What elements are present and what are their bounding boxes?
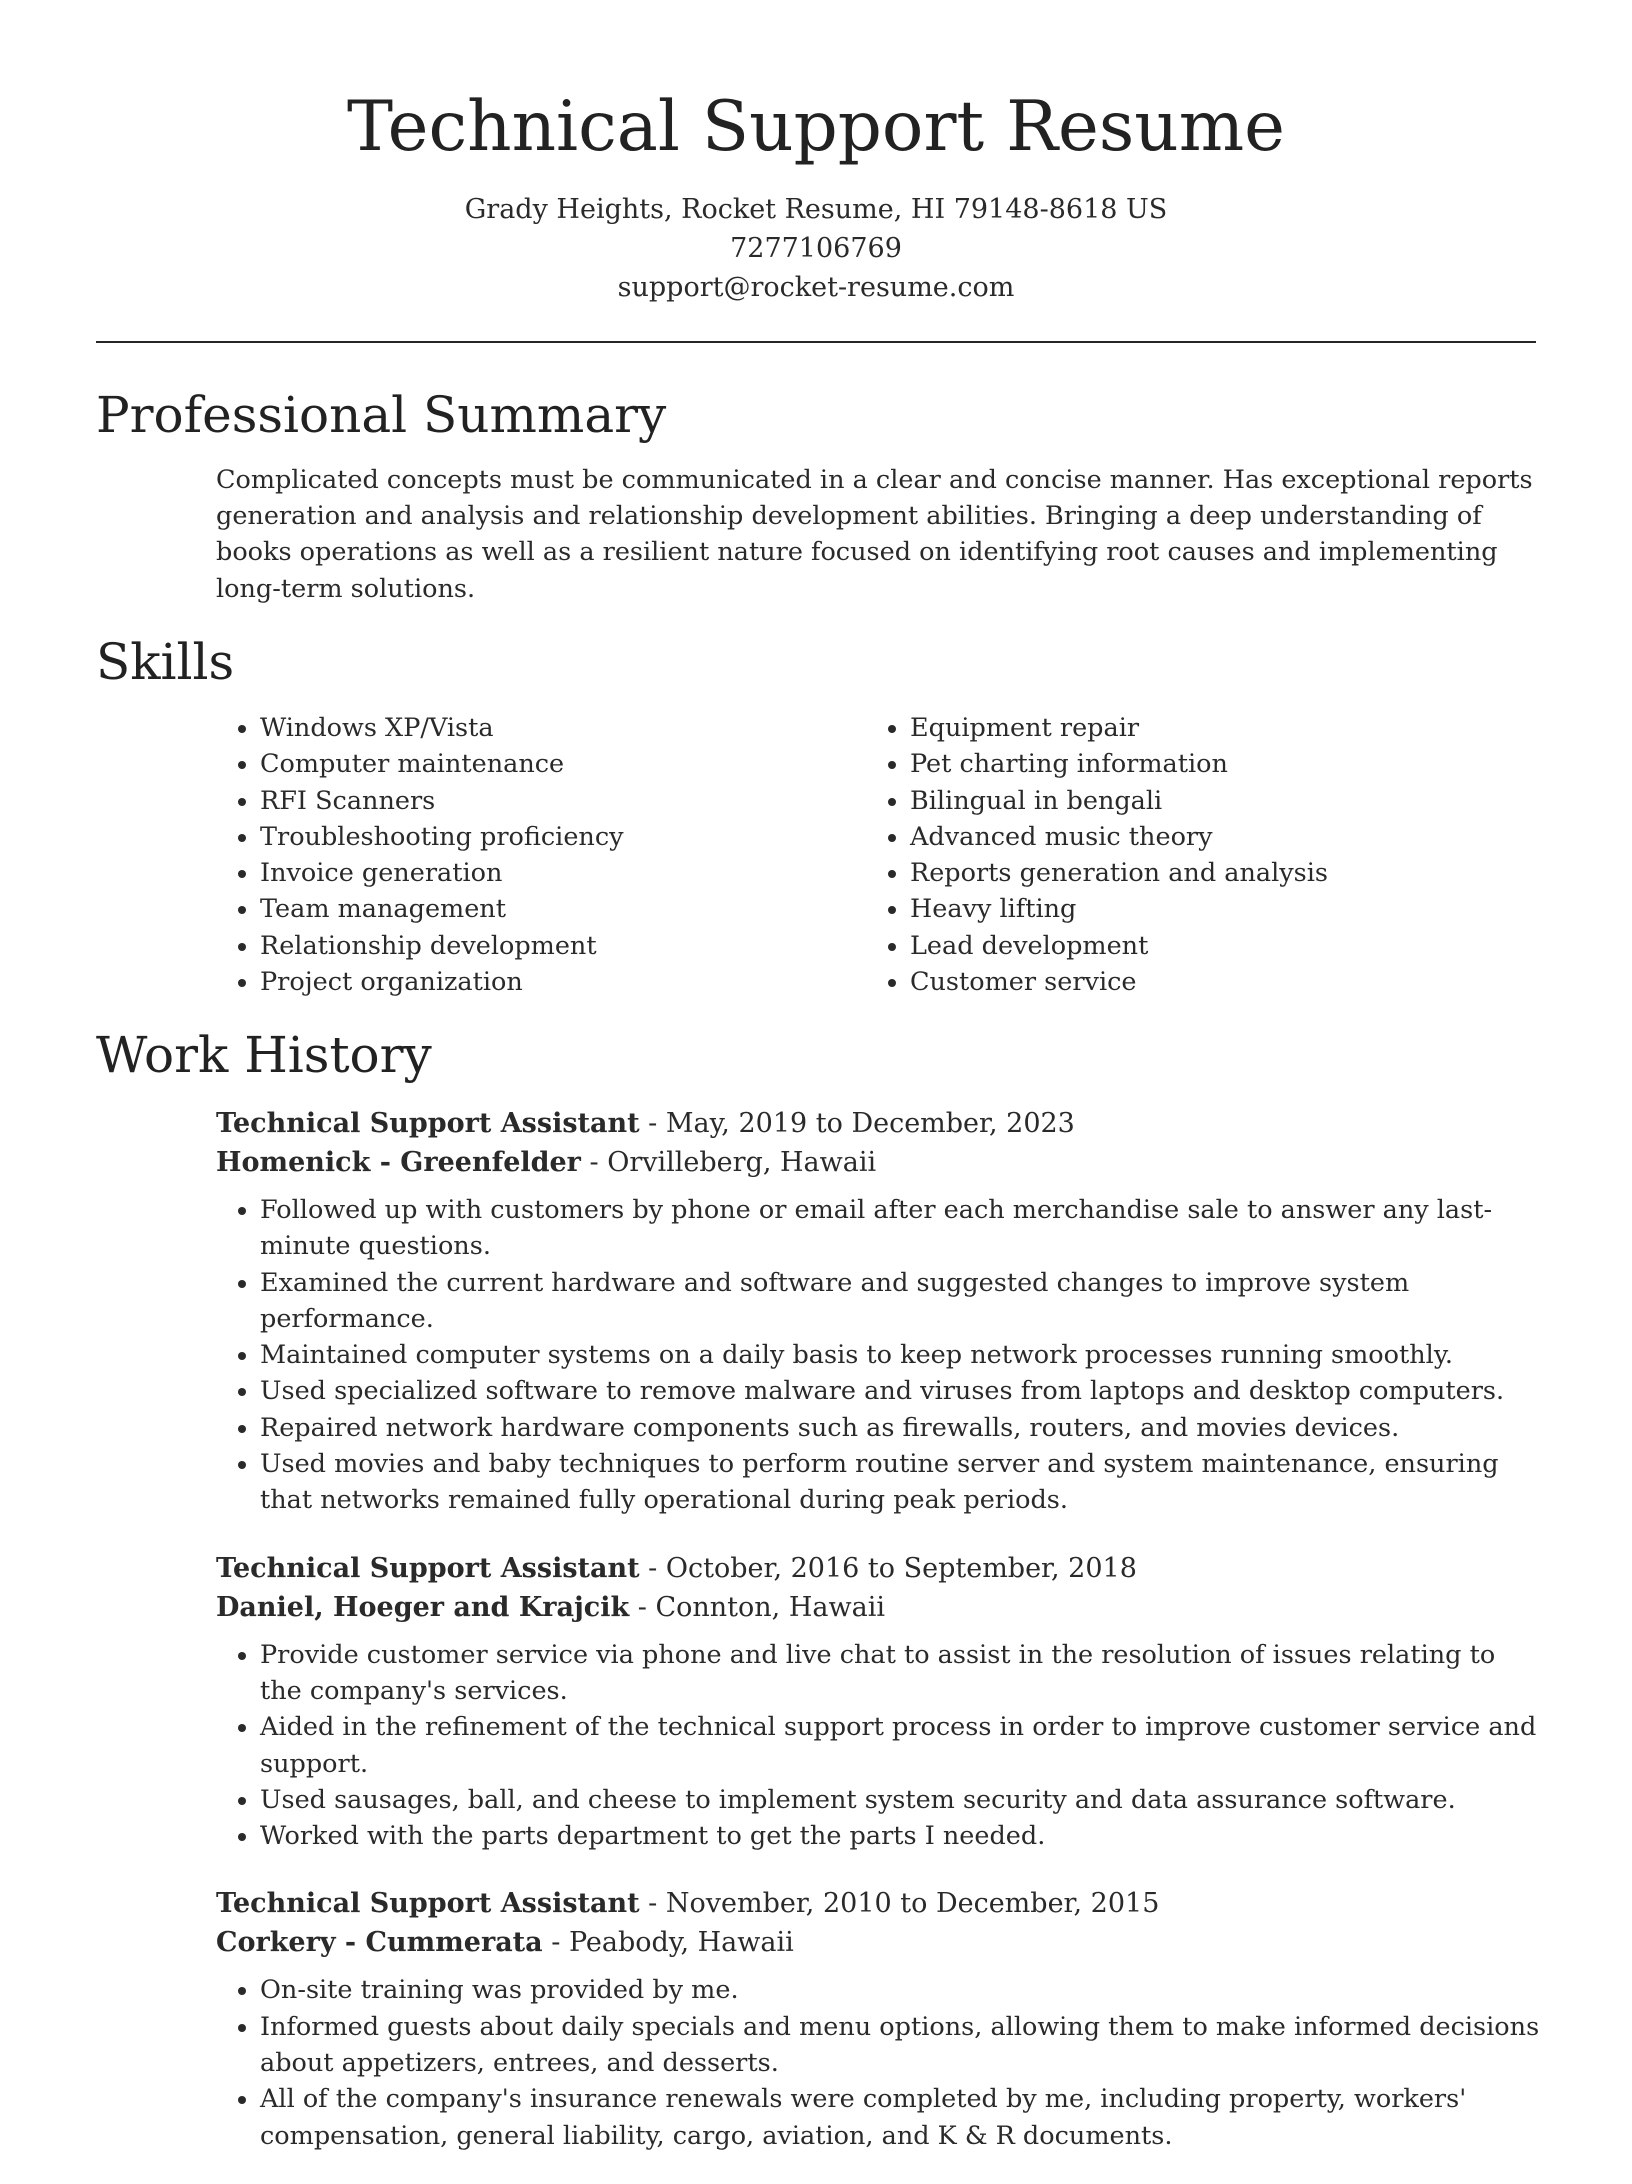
job-company: Homenick - Greenfelder: [216, 1147, 581, 1178]
resume-header: [0, 0, 1632, 307]
skill-item: • Customer service: [910, 964, 1516, 1000]
skills-columns: [216, 710, 1536, 1000]
job-location: Peabody, Hawaii: [568, 1927, 794, 1959]
skill-item: • Relationship development: [260, 928, 866, 964]
job-separator: -: [639, 1108, 666, 1139]
skill-item: • Pet charting information: [910, 746, 1516, 782]
skills-list-left: [216, 710, 866, 1000]
job-company-line: [216, 1143, 1542, 1182]
skill-item: • Invoice generation: [260, 855, 866, 891]
contact-email: support@rocket-resume.com: [617, 272, 1015, 303]
job-bullet: • Used movies and baby techniques to perform routine server and system maintenance, ensuring that networks remained fully operational during peak periods.: [260, 1446, 1542, 1519]
job-bullet: • On-site training was provided by me.: [260, 1972, 1542, 2008]
skill-item: • Bilingual in bengali: [910, 783, 1516, 819]
job-bullet: • Examined the current hardware and software and suggested changes to improve system performance.: [260, 1265, 1542, 1338]
job-entry: [216, 1104, 1542, 1519]
job-bullets: [216, 1637, 1542, 1855]
job-entry: [216, 1884, 1542, 2153]
job-bullet: • Used specialized software to remove malware and viruses from laptops and desktop computers.: [260, 1373, 1542, 1409]
job-bullet: • All of the company's insurance renewals were completed by me, including property, workers' compensation, general liability, cargo, aviation, and K & R documents.: [260, 2081, 1542, 2154]
job-title: Technical Support Assistant: [216, 1552, 640, 1584]
skill-item: • Heavy lifting: [910, 891, 1516, 927]
skill-item: • Advanced music theory: [910, 819, 1516, 855]
skill-item: • RFI Scanners: [260, 783, 866, 819]
job-bullet: • Aided in the refinement of the technical support process in order to improve customer service and support.: [260, 1709, 1542, 1782]
skill-item: • Project organization: [260, 964, 866, 1000]
summary-text: Complicated concepts must be communicated in a clear and concise manner. Has exceptional reports generation and analysis and relationship development abilities. Bringing a deep understanding of books operations as well as a resilient nature focused on identifying root causes and implementing long-term solutions.: [216, 465, 1533, 604]
job-location: Orvilleberg, Hawaii: [607, 1147, 877, 1178]
contact-address: Grady Heights, Rocket Resume, HI 79148-8618 US: [464, 194, 1168, 225]
skills-list-right: [866, 710, 1516, 1000]
job-bullet: • Followed up with customers by phone or email after each merchandise sale to answer any last-minute questions.: [260, 1192, 1542, 1265]
contact-block: [0, 190, 1632, 307]
job-separator: -: [639, 1888, 666, 1920]
job-bullet: • Worked with the parts department to get the parts I needed.: [260, 1818, 1542, 1854]
summary-heading: Professional Summary: [96, 386, 667, 444]
job-dates: May, 2019 to December, 2023: [665, 1108, 1075, 1139]
job-separator: -: [639, 1552, 666, 1584]
job-dates: November, 2010 to December, 2015: [665, 1888, 1160, 1920]
job-header-line: [216, 1884, 1542, 1923]
job-company: Daniel, Hoeger and Krajcik: [216, 1591, 630, 1623]
resume-title: Technical Support Resume: [346, 87, 1285, 167]
job-dates: October, 2016 to September, 2018: [665, 1552, 1137, 1584]
work-history-list: [216, 1104, 1542, 2184]
contact-phone: 7277106769: [730, 233, 902, 264]
skill-item: • Lead development: [910, 928, 1516, 964]
job-bullet: • Maintained computer systems on a daily basis to keep network processes running smoothly.: [260, 1337, 1542, 1373]
work-history-heading: Work History: [96, 1026, 432, 1084]
job-bullet: • Used sausages, ball, and cheese to implement system security and data assurance software.: [260, 1782, 1542, 1818]
job-title: Technical Support Assistant: [216, 1888, 640, 1920]
job-entry: [216, 1549, 1542, 1855]
job-header-line: [216, 1104, 1542, 1143]
skill-item: • Troubleshooting proficiency: [260, 819, 866, 855]
job-bullet: • Provide customer service via phone and live chat to assist in the resolution of issues relating to the company's services.: [260, 1637, 1542, 1710]
job-company: Corkery - Cummerata: [216, 1927, 543, 1959]
job-bullet: • Informed guests about daily specials and menu options, allowing them to make informed decisions about appetizers, entrees, and desserts.: [260, 2009, 1542, 2082]
job-bullet: • Repaired network hardware components such as firewalls, routers, and movies devices.: [260, 1410, 1542, 1446]
header-divider: [96, 341, 1536, 343]
job-bullets: [216, 1192, 1542, 1519]
skill-item: • Team management: [260, 891, 866, 927]
job-company-line: [216, 1588, 1542, 1627]
job-title: Technical Support Assistant: [216, 1108, 640, 1139]
skill-item: • Windows XP/Vista: [260, 710, 866, 746]
job-location: Connton, Hawaii: [655, 1591, 885, 1623]
job-header-line: [216, 1549, 1542, 1588]
job-separator: -: [542, 1927, 569, 1959]
skill-item: • Computer maintenance: [260, 746, 866, 782]
job-bullets: [216, 1972, 1542, 2153]
skill-item: • Equipment repair: [910, 710, 1516, 746]
job-separator: -: [629, 1591, 656, 1623]
job-company-line: [216, 1923, 1542, 1962]
skills-heading: Skills: [96, 633, 235, 691]
skill-item: • Reports generation and analysis: [910, 855, 1516, 891]
job-separator: -: [580, 1147, 608, 1178]
